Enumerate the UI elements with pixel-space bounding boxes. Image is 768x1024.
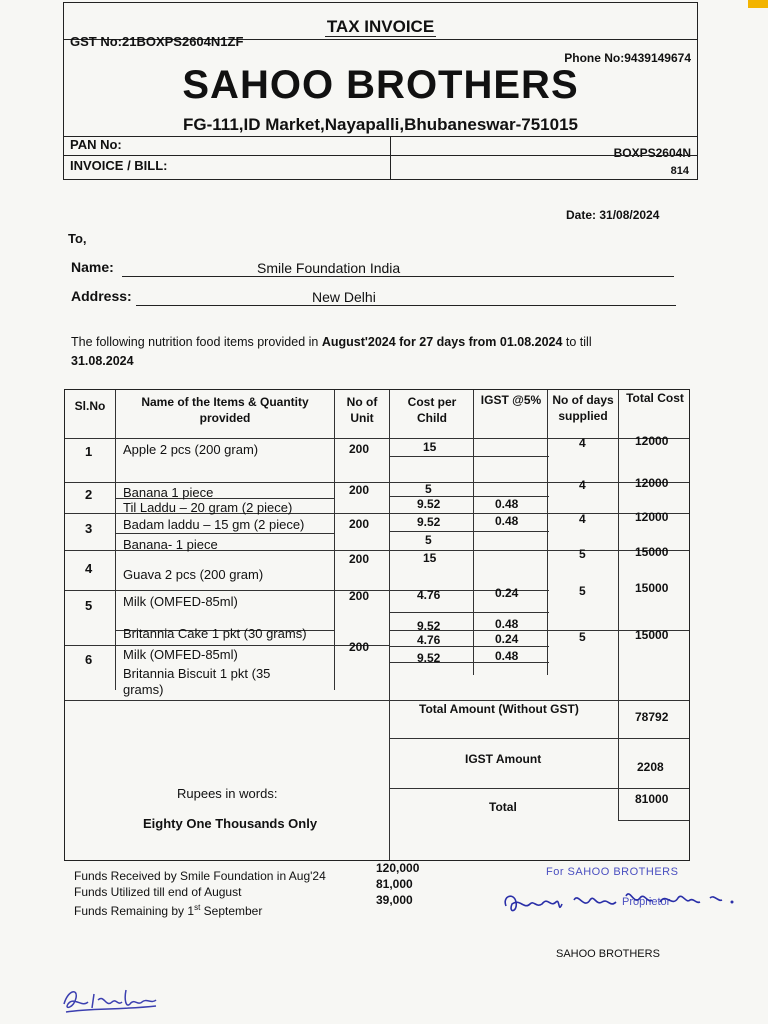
row5-total: 15000: [635, 581, 669, 595]
rupees-in-words-label: Rupees in words:: [177, 786, 278, 801]
row1-sl: 1: [85, 444, 93, 459]
row6-unit: 200: [349, 640, 370, 654]
row5-cost-b: 9.52: [417, 619, 441, 633]
row1-unit: 200: [349, 442, 370, 456]
corner-mark: [748, 0, 768, 8]
rupees-in-words-value: Eighty One Thousands Only: [143, 816, 318, 831]
col-header-items: Name of the Items & Quantity provided: [141, 395, 309, 425]
gst-number: GST No:21BOXPS2604N1ZF: [70, 34, 244, 49]
row3-unit: 200: [349, 517, 370, 531]
col-header-cost: Cost per Child: [407, 395, 457, 425]
row6-days: 5: [579, 630, 586, 644]
row3-days: 4: [579, 512, 586, 526]
invoice-date: Date: 31/08/2024: [566, 208, 660, 222]
row5-cost-a: 4.76: [417, 588, 441, 602]
address-line: [136, 287, 676, 306]
row5-unit: 200: [349, 589, 370, 603]
funds-utilized-value: 81,000: [376, 877, 413, 891]
igst-amount-label: IGST Amount: [465, 752, 542, 766]
row2-item-b: Til Laddu – 20 gram (2 piece): [123, 500, 293, 515]
invoice-label: INVOICE / BILL:: [70, 158, 168, 173]
name-line: [122, 258, 674, 277]
row3-item-b: Banana- 1 piece: [123, 537, 218, 552]
row2-cost-b: 9.52: [417, 497, 441, 511]
company-address: FG-111,ID Market,Nayapalli,Bhubaneswar-751015: [183, 115, 578, 134]
grand-total-label: Total: [489, 800, 517, 814]
row5-days: 5: [579, 584, 586, 598]
row6-item-b2: grams): [123, 682, 164, 697]
total-without-gst-value: 78792: [635, 710, 669, 724]
invoice-header: [63, 2, 698, 180]
row1-item: Apple 2 pcs (200 gram): [123, 442, 259, 457]
signature-company-name: SAHOO BROTHERS: [556, 948, 660, 960]
row6-item-b1: Britannia Biscuit 1 pkt (35: [123, 666, 271, 681]
funds-received-value: 120,000: [376, 861, 420, 875]
row5-item-a: Milk (OMFED-85ml): [123, 594, 238, 609]
row1-cost: 15: [423, 440, 437, 454]
stamp-role: Proprietor: [622, 896, 671, 908]
row5-sl: 5: [85, 598, 93, 613]
phone-number: Phone No:9439149674: [564, 51, 691, 65]
col-header-units: No of Unit: [346, 395, 378, 425]
row4-sl: 4: [85, 561, 93, 576]
row4-item: Guava 2 pcs (200 gram): [123, 567, 264, 582]
row4-cost: 15: [423, 551, 437, 565]
invoice-number: 814: [670, 165, 689, 177]
items-table: [64, 389, 690, 861]
intro-paragraph: The following nutrition food items provided in August'2024 for 27 days from 01.08.2024 to till 31.08.2024: [71, 335, 592, 368]
row3-cost-b: 5: [425, 533, 432, 547]
row2-days: 4: [579, 478, 586, 492]
row5-igst-b: 0.48: [495, 617, 519, 631]
company-name: SAHOO BROTHERS: [182, 63, 579, 107]
row2-sl: 2: [85, 487, 93, 502]
col-header-total: Total Cost: [626, 391, 684, 405]
row3-sl: 3: [85, 521, 93, 536]
col-header-slno: Sl.No: [74, 399, 106, 413]
pan-label: PAN No:: [70, 137, 122, 152]
row6-total: 15000: [635, 628, 669, 642]
pan-value: BOXPS2604N: [613, 146, 691, 160]
row6-cost-a: 4.76: [417, 633, 441, 647]
row3-total: 12000: [635, 510, 669, 524]
col-header-igst: IGST @5%: [480, 393, 542, 407]
row2-unit: 200: [349, 483, 370, 497]
row3-igst-a: 0.48: [495, 514, 519, 528]
row3-item-a: Badam laddu – 15 gm (2 piece): [123, 517, 305, 532]
row6-igst-b: 0.48: [495, 649, 519, 663]
total-without-gst-label: Total Amount (Without GST): [419, 702, 579, 716]
row1-days: 4: [579, 436, 586, 450]
funds-utilized-label: Funds Utilized till end of August: [74, 885, 242, 899]
row4-unit: 200: [349, 552, 370, 566]
row2-item-a: Banana 1 piece: [123, 485, 214, 500]
funds-values: [376, 860, 419, 908]
row6-item-a: Milk (OMFED-85ml): [123, 647, 238, 662]
row6-cost-b: 9.52: [417, 651, 441, 665]
recipient-name: Smile Foundation India: [257, 260, 401, 276]
row2-igst-b: 0.48: [495, 497, 519, 511]
address-label: Address:: [71, 288, 132, 304]
row1-total: 12000: [635, 434, 669, 448]
funds-labels: [74, 868, 326, 919]
name-label: Name:: [71, 259, 114, 275]
proprietor-signature: [500, 874, 760, 924]
grand-total-value: 81000: [635, 792, 669, 806]
stamp-for: For SAHOO BROTHERS: [546, 866, 679, 878]
row4-days: 5: [579, 547, 586, 561]
funds-received-label: Funds Received by Smile Foundation in Aug'24: [74, 869, 326, 883]
row2-total: 12000: [635, 476, 669, 490]
row3-cost-a: 9.52: [417, 515, 441, 529]
funds-remaining-value: 39,000: [376, 893, 413, 907]
row6-igst-a: 0.24: [495, 632, 519, 646]
row5-item-b: Britannia Cake 1 pkt (30 grams): [123, 626, 307, 641]
igst-amount-value: 2208: [637, 760, 664, 774]
row4-total: 15000: [635, 545, 669, 559]
funds-remaining-label: Funds Remaining by 1st September: [74, 903, 263, 918]
row6-sl: 6: [85, 652, 93, 667]
row5-igst-a: 0.24: [495, 586, 519, 600]
invoice-title: TAX INVOICE: [326, 17, 435, 36]
receiver-signature: [60, 978, 170, 1018]
recipient-address: New Delhi: [312, 289, 376, 305]
to-label: To,: [68, 231, 87, 246]
col-header-days: No of days supplied: [552, 393, 614, 423]
row2-cost-a: 5: [425, 482, 432, 496]
